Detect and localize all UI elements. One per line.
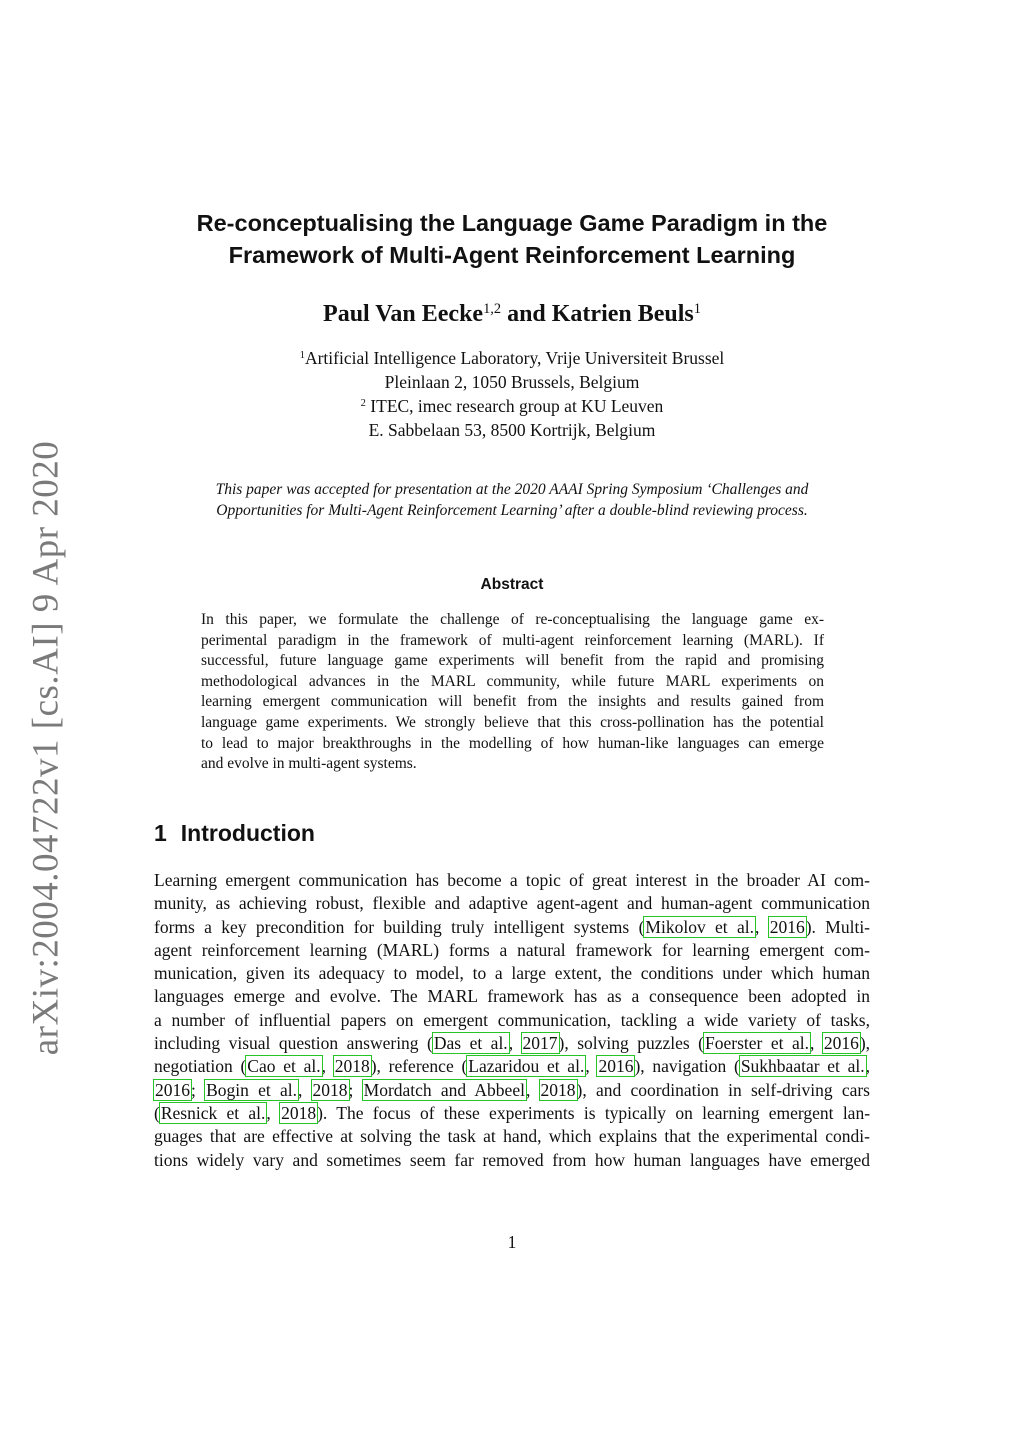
citation-link-cao[interactable]: Cao et al. <box>247 1056 321 1077</box>
text-run: forms a key precondition for building truly intelligent systems ( <box>154 916 645 937</box>
author-1-affil-marker: 1,2 <box>483 301 502 318</box>
body-line: Learning emergent communication has become a topic of great interest in the broader AI com- <box>154 870 870 890</box>
affiliation-1-address: Pleinlaan 2, 1050 Brussels, Belgium <box>384 372 640 392</box>
acceptance-note-line-2: Opportunities for Multi-Agent Reinforcement Learning’ after a double-blind reviewing process. <box>216 502 808 519</box>
affiliations <box>130 346 894 442</box>
abstract-line: and evolve in multi-agent systems. <box>201 755 417 773</box>
citation-year-link-cao[interactable]: 2018 <box>334 1056 370 1077</box>
author-1-name: Paul Van Eecke <box>323 301 484 327</box>
body-line: 2016; Bogin et al., 2018; Mordatch and Abbeel, 2018), and coordination in self-driving cars <box>155 1079 870 1100</box>
section-title: Introduction <box>180 820 315 846</box>
body-line: (Resnick et al., 2018). The focus of these experiments is typically on learning emergent lan- <box>154 1102 871 1123</box>
title-line-2: Framework of Multi-Agent Reinforcement Learning <box>228 242 796 268</box>
paper-title <box>130 207 894 271</box>
body-line: forms a key precondition for building truly intelligent systems (Mikolov et al., 2016). Multi- <box>154 916 871 937</box>
acceptance-note <box>130 479 894 521</box>
citation-link-foerster[interactable]: Foerster et al. <box>705 1033 809 1054</box>
citation-link-mikolov[interactable]: Mikolov et al. <box>645 916 755 937</box>
body-line: munication, given its adequacy to model, to a large extent, the conditions under which human <box>154 963 870 984</box>
section-number: 1 <box>154 820 167 846</box>
abstract-heading: Abstract <box>480 576 544 593</box>
text-run: negotiation ( <box>154 1056 247 1077</box>
citation-link-resnick[interactable]: Resnick et al. <box>160 1102 266 1123</box>
citation-link-das[interactable]: Das et al. <box>433 1033 508 1054</box>
abstract-line: to lead to major breakthroughs in the modelling of how human-like languages can emerge <box>201 734 824 752</box>
text-run: ). The focus of these experiments is typically on learning emergent lan- <box>317 1102 871 1123</box>
citation-link-sukhbaatar[interactable]: Sukhbaatar et al. <box>740 1056 865 1077</box>
body-line: negotiation (Cao et al., 2018), reference (Lazaridou et al., 2016), navigation (Sukhbaatar et al., <box>154 1056 871 1077</box>
text-run: ), and coordination in self-driving cars <box>576 1079 870 1100</box>
text-run: ), <box>859 1033 871 1054</box>
body-line: including visual question answering (Das et al., 2017), solving puzzles (Foerster et al., 2016), <box>154 1033 871 1054</box>
body-line: a number of influential papers on emergent communication, tackling a wide variety of tasks, <box>154 1009 870 1030</box>
arxiv-identifier: arXiv:2004.04722v1 [cs.AI] 9 Apr 2020 <box>25 440 67 1056</box>
text-run: ), reference ( <box>370 1056 468 1077</box>
abstract-line: In this paper, we formulate the challenge of re-conceptualising the language game ex- <box>201 611 824 628</box>
affiliation-2-address: E. Sabbelaan 53, 8500 Kortrijk, Belgium <box>368 420 656 440</box>
author-2-affil-marker: 1 <box>693 301 701 318</box>
text-run: ; <box>348 1079 363 1100</box>
abstract-line: successful, future language game experiments will benefit from the rapid and promising <box>201 652 824 670</box>
acceptance-note-line-1: This paper was accepted for presentation at the 2020 AAAI Spring Symposium ‘Challenges and <box>215 481 809 498</box>
text-run: ), navigation ( <box>634 1056 740 1077</box>
affiliation-1-marker: 1 <box>299 350 305 362</box>
affiliation-2-marker: 2 <box>360 398 366 410</box>
body-line: guages that are effective at solving the task at hand, which explains that the experimental condi- <box>154 1126 870 1147</box>
citation-year-link-bogin[interactable]: 2018 <box>312 1079 348 1100</box>
affiliation-1-name: Artificial Intelligence Laboratory, Vrije Universiteit Brussel <box>304 348 725 368</box>
citation-year-link-foerster[interactable]: 2016 <box>823 1033 859 1054</box>
affiliation-1 <box>130 346 894 370</box>
citation-link-lazaridou[interactable]: Lazaridou et al. <box>468 1056 585 1077</box>
citation-year-link-mikolov[interactable]: 2016 <box>769 916 805 937</box>
introduction-text <box>154 869 870 1172</box>
citation-year-link-sukhbaatar[interactable]: 2016 <box>155 1079 190 1100</box>
body-line: languages emerge and evolve. The MARL framework has as a consequence been adopted in <box>154 986 870 1007</box>
citation-year-link-resnick[interactable]: 2018 <box>281 1102 317 1123</box>
author-2-name: Katrien Beuls <box>551 301 694 327</box>
abstract-line: perimental paradigm in the framework of multi-agent reinforcement learning (MARL). If <box>201 631 824 649</box>
text-run: ; <box>191 1079 206 1100</box>
body-line: tions widely vary and sometimes seem far removed from how human languages have emerged <box>154 1149 870 1170</box>
text-run: including visual question answering ( <box>154 1033 433 1054</box>
affiliation-2-name: ITEC, imec research group at KU Leuven <box>370 396 664 416</box>
citation-link-bogin[interactable]: Bogin et al. <box>206 1079 297 1100</box>
abstract-line: learning emergent communication will benefit from the insights and results gained from <box>201 693 824 711</box>
title-line-1: Re-conceptualising the Language Game Paradigm in the <box>196 210 828 236</box>
affiliation-2 <box>130 394 894 418</box>
abstract-body <box>201 610 824 775</box>
abstract-line: language game experiments. We strongly believe that this cross-pollination has the potential <box>201 713 824 731</box>
text-run: , <box>865 1056 871 1077</box>
body-line: munity, as achieving robust, flexible and adaptive agent-agent and human-agent communication <box>154 893 870 914</box>
section-heading <box>154 820 315 847</box>
abstract-line: methodological advances in the MARL community, while future MARL experiments on <box>201 672 824 690</box>
author-list <box>130 298 894 330</box>
citation-year-link-lazaridou[interactable]: 2016 <box>598 1056 634 1077</box>
body-line: agent reinforcement learning (MARL) forms a natural framework for learning emergent com- <box>154 939 870 960</box>
citation-year-link-mordatch[interactable]: 2018 <box>540 1079 576 1100</box>
text-run: ), solving puzzles ( <box>558 1033 705 1054</box>
citation-year-link-das[interactable]: 2017 <box>522 1033 558 1054</box>
author-conjunction: and <box>507 301 546 327</box>
text-run: ). Multi- <box>805 916 871 937</box>
citation-link-mordatch[interactable]: Mordatch and Abbeel <box>363 1079 525 1100</box>
page-number: 1 <box>507 1232 517 1252</box>
text-run: ( <box>154 1102 160 1123</box>
